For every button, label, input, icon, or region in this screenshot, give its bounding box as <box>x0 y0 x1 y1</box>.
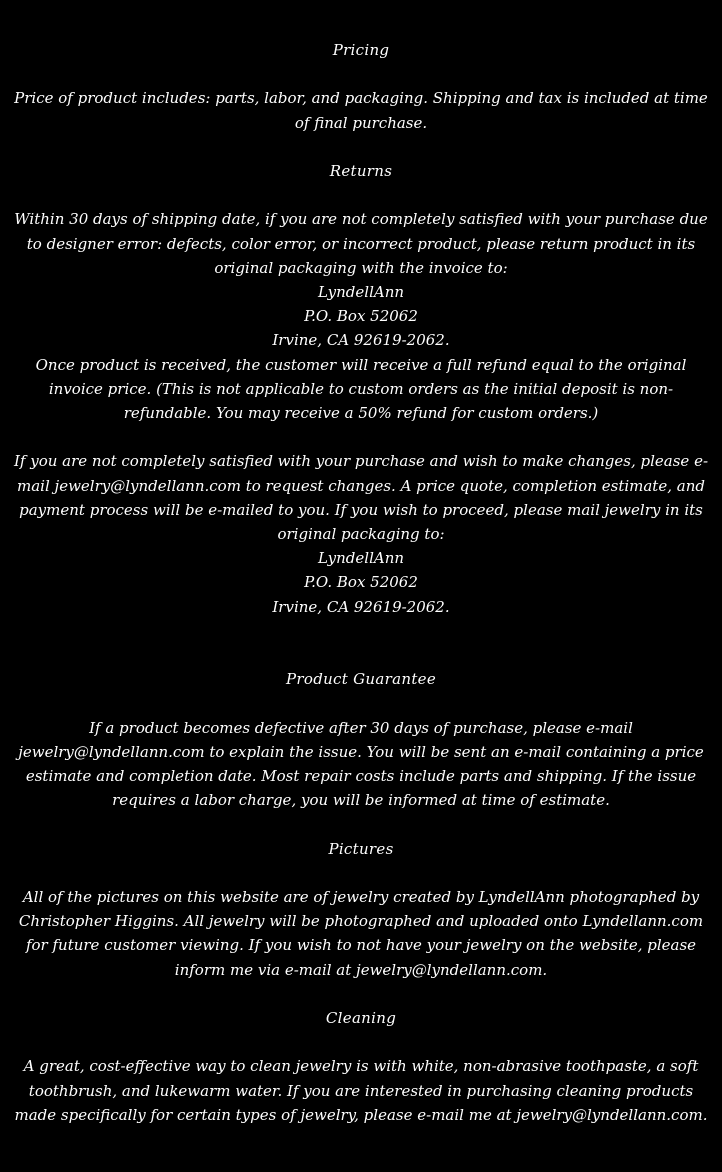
changes-address <box>8 546 714 619</box>
returns-heading: Returns <box>329 161 393 180</box>
changes-text: If you are not completely satisfied with your purchase and wish to make changes, please e-mail jewelry@lyndellann.com to request changes. A price quote, completion estimate, and payment process will be e-mailed to you. If you wish to proceed, please mail jewelry in its original packaging to: <box>13 452 709 543</box>
pricing-text: Price of product includes: parts, labor, and packaging. Shipping and tax is included at time of final purchase. <box>14 89 708 132</box>
return-address-box: P.O. Box 52062 <box>304 307 418 326</box>
policies-page <box>8 38 714 1127</box>
return-address-city: Irvine, CA 92619-2062. <box>272 331 450 350</box>
guarantee-heading: Product Guarantee <box>286 670 436 689</box>
guarantee-text: If a product becomes defective after 30 days of purchase, please e-mail jewelry@lyndellann.com to explain the issue. You will be sent an e-mail containing a price estimate and completion date. Most repair costs include parts and shipping. If the issue requires a labor charge, you will be informed at time of estimate. <box>18 718 704 810</box>
refund-text: Once product is received, the customer will receive a full refund equal to the original invoice price. (This is not applicable to custom orders as the initial deposit is non-refundable. You may receive a 50% refund for custom orders.) <box>35 355 687 422</box>
cleaning-heading: Cleaning <box>325 1008 397 1027</box>
return-address <box>8 280 714 353</box>
changes-address-name: LyndellAnn <box>317 549 405 568</box>
cleaning-text: A great, cost-effective way to clean jewelry is with white, non-abrasive toothpaste, a soft toothbrush, and lukewarm water. If you are interested in purchasing cleaning products made specifically for certain types of jewelry, please e-mail me at jewelry@lyndellann.com. <box>14 1057 708 1124</box>
changes-address-city: Irvine, CA 92619-2062. <box>272 597 450 616</box>
pricing-heading: Pricing <box>332 41 390 59</box>
changes-address-box: P.O. Box 52062 <box>304 573 418 592</box>
returns-intro-text: Within 30 days of shipping date, if you are not completely satisfied with your purchase due to designer error: defects, color error, or incorrect product, please return product in its original packaging with the invoice to: <box>14 210 708 277</box>
return-address-name: LyndellAnn <box>317 282 405 301</box>
pictures-heading: Pictures <box>328 839 394 858</box>
pictures-text: All of the pictures on this website are of jewelry created by LyndellAnn photographed by Christopher Higgins. All jewelry will be photographed and uploaded onto Lyndellann.com for future customer viewing. If you wish to not have your jewelry on the website, please inform me via e-mail at jewelry@lyndellann.com. <box>18 887 704 979</box>
